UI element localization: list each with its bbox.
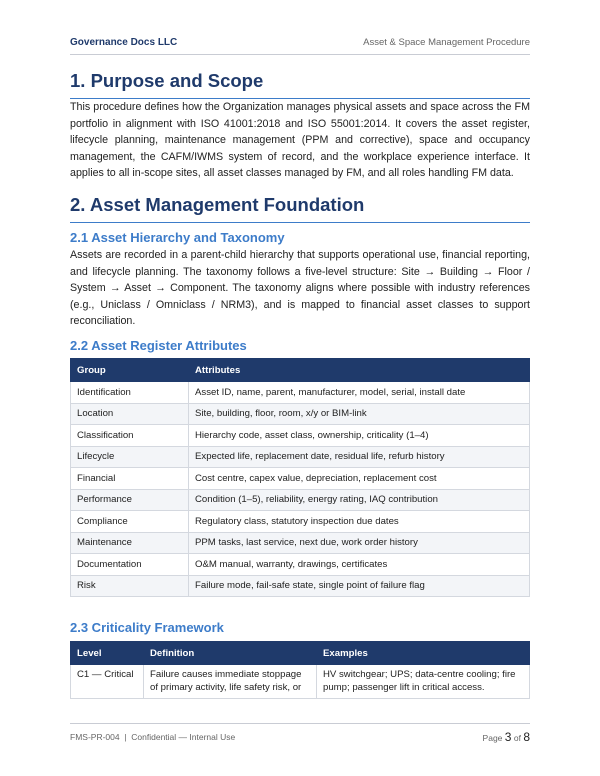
column-header-group: Group <box>71 359 189 382</box>
column-header-level: Level <box>71 642 144 665</box>
document-reference: FMS-PR-004 <box>70 732 120 742</box>
confidentiality-label: Confidential — Internal Use <box>131 732 236 742</box>
group-cell: Financial <box>71 468 189 490</box>
attributes-cell: O&M manual, warranty, drawings, certificates <box>189 554 530 576</box>
attributes-cell: Hierarchy code, asset class, ownership, criticality (1–4) <box>189 425 530 447</box>
attributes-cell: Regulatory class, statutory inspection due dates <box>189 511 530 533</box>
asset-register-attributes-table <box>70 358 530 597</box>
subsection-heading-criticality: 2.3 Criticality Framework <box>70 620 224 635</box>
page-number <box>483 730 530 744</box>
attributes-cell: Condition (1–5), reliability, energy rating, IAQ contribution <box>189 489 530 511</box>
of-word: of <box>513 733 521 743</box>
table-header-row <box>71 359 530 382</box>
group-cell: Performance <box>71 489 189 511</box>
document-title: Asset & Space Management Procedure <box>363 37 530 48</box>
table-row <box>71 489 530 511</box>
table-row <box>71 554 530 576</box>
subsection-heading-register-attributes: 2.2 Asset Register Attributes <box>70 338 247 353</box>
organization-name: Governance Docs LLC <box>70 37 178 48</box>
purpose-paragraph: This procedure defines how the Organization manages physical assets and space across the FM portfolio in alignment with ISO 41001:2018 and ISO 55001:2014. It covers the asset register, lifecycle planning, maintenance management (PPM and corrective), space and occupancy management, the CAFM/IWMS system of record, and the workplace experience interface. It applies to all in-scope sites, all asset classes managed by FM, and all roles handling FM data. <box>70 101 530 179</box>
footer-left <box>70 732 235 742</box>
group-cell: Compliance <box>71 511 189 533</box>
table-row <box>71 446 530 468</box>
attributes-cell: Asset ID, name, parent, manufacturer, model, serial, install date <box>189 382 530 404</box>
table-row <box>71 575 530 597</box>
page-header <box>70 34 530 55</box>
table-row <box>71 468 530 490</box>
group-cell: Lifecycle <box>71 446 189 468</box>
table-row <box>71 532 530 554</box>
page-word: Page <box>482 733 503 743</box>
section-heading-asset-foundation: 2. Asset Management Foundation <box>70 194 530 223</box>
group-cell: Location <box>71 403 189 425</box>
table-row <box>71 382 530 404</box>
table-row <box>71 403 530 425</box>
attributes-cell: PPM tasks, last service, next due, work order history <box>189 532 530 554</box>
table-row <box>71 511 530 533</box>
column-header-attributes: Attributes <box>189 359 530 382</box>
current-page-number: 3 <box>504 730 512 744</box>
group-cell: Risk <box>71 575 189 597</box>
total-page-count: 8 <box>523 730 530 744</box>
group-cell: Identification <box>71 382 189 404</box>
footer-separator: | <box>124 732 127 742</box>
table-row <box>71 425 530 447</box>
attributes-cell: Cost centre, capex value, depreciation, replacement cost <box>189 468 530 490</box>
column-header-examples: Examples <box>317 642 530 665</box>
attributes-cell: Expected life, replacement date, residual life, refurb history <box>189 446 530 468</box>
attributes-cell: Failure mode, fail-safe state, single point of failure flag <box>189 575 530 597</box>
group-cell: Maintenance <box>71 532 189 554</box>
table-row <box>71 665 530 699</box>
table-header-row <box>71 642 530 665</box>
group-cell: Classification <box>71 425 189 447</box>
group-cell: Documentation <box>71 554 189 576</box>
page-footer <box>70 723 530 744</box>
subsection-heading-hierarchy: 2.1 Asset Hierarchy and Taxonomy <box>70 230 285 245</box>
level-cell: C1 — Critical <box>71 665 144 699</box>
column-header-definition: Definition <box>144 642 317 665</box>
hierarchy-paragraph: Assets are recorded in a parent-child hierarchy that supports operational use, financial reporting, and lifecycle planning. The taxonomy follows a five-level structure: Site → Building → Floor / System → Asset → Component. The taxonomy aligns where possible with industry references (e.g., Uniclass / Omniclass / NRM3), and is mapped to financial asset classes to support reconciliation. <box>70 249 530 327</box>
definition-cell: Failure causes immediate stoppage of primary activity, life safety risk, or <box>144 665 317 699</box>
section-heading-purpose: 1. Purpose and Scope <box>70 70 530 99</box>
criticality-framework-table <box>70 641 530 699</box>
examples-cell: HV switchgear; UPS; data-centre cooling; fire pump; passenger lift in critical access. <box>317 665 530 699</box>
attributes-cell: Site, building, floor, room, x/y or BIM-link <box>189 403 530 425</box>
